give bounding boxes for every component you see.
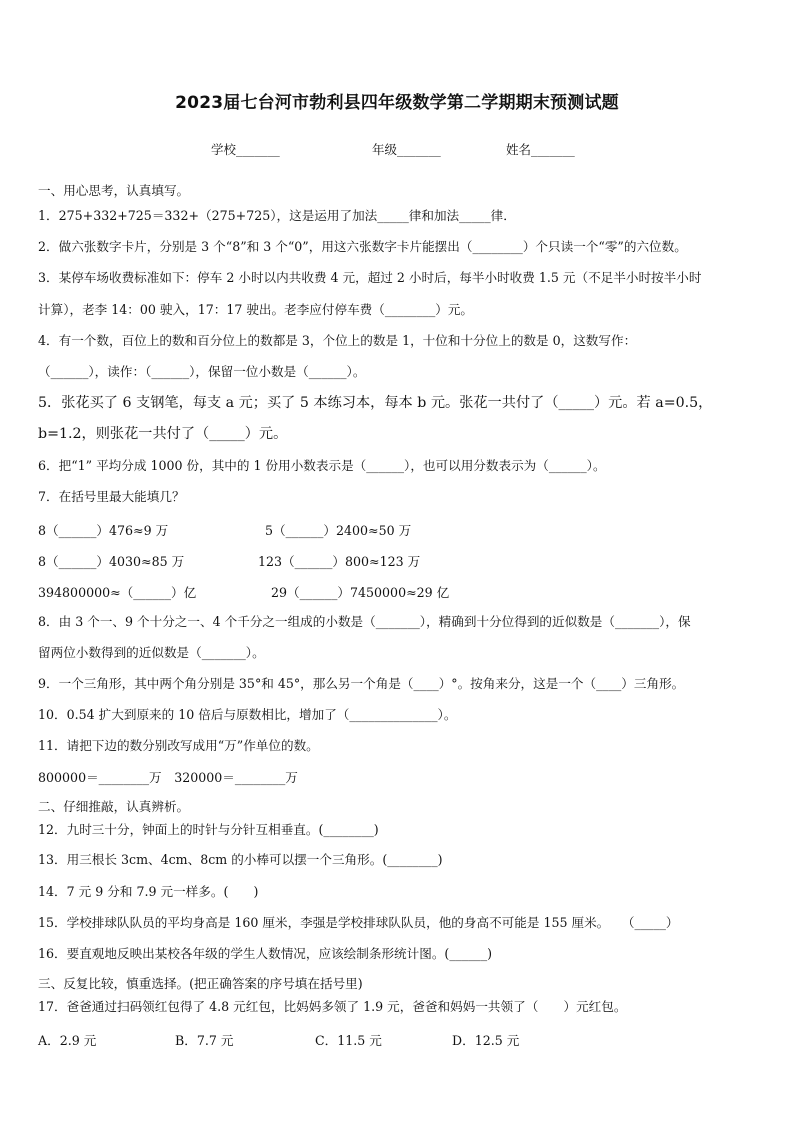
question-3-line-2: 计算），老李 14：00 驶入，17：17 驶出。老李应付停车费（________）元。: [38, 302, 474, 317]
question-6: 6．把“1” 平均分成 1000 份，其中的 1 份用小数表示是（______），也可以用分数表示为（______）。: [38, 458, 606, 473]
question-10: 10．0.54 扩大到原来的 10 倍后与原数相比，增加了（______________）。: [38, 707, 457, 722]
question-13: 13．用三根长 3cm、4cm、8cm 的小棒可以摆一个三角形。(________): [38, 852, 443, 867]
section-heading-2: 二、仔细推敲，认真辨析。: [38, 799, 190, 814]
question-11-answers: 800000＝________万 320000＝________万: [38, 770, 298, 785]
question-15: 15．学校排球队队员的平均身高是 160 厘米，李强是学校排球队队员，他的身高不可能是 155 厘米。 （_____）: [38, 915, 679, 930]
question-11: 11．请把下边的数分别改写成用“万”作单位的数。: [38, 738, 319, 753]
question-3-line-1: 3．某停车场收费标准如下：停车 2 小时以内共收费 4 元，超过 2 小时后，每半小时收费 1.5 元（不足半小时按半小时: [38, 270, 702, 285]
question-14: 14．7 元 9 分和 7.9 元一样多。( ): [38, 884, 259, 899]
question-7: 7．在括号里最大能填几？: [38, 489, 185, 504]
question-5-line-2: b=1.2，则张花一共付了（_____）元。: [38, 426, 288, 442]
question-8-line-1: 8．由 3 个一、9 个十分之一、4 个千分之一组成的小数是（_______），精确到十分位得到的近似数是（_______），保: [38, 614, 691, 629]
question-8-line-2: 留两位小数得到的近似数是（_______）。: [38, 645, 265, 660]
question-7-item-3: 8（______）4030≈85 万: [38, 554, 185, 569]
question-7-item-6: 29（______）7450000≈29 亿: [271, 585, 450, 600]
question-9: 9．一个三角形，其中两个角分别是 35°和 45°，那么另一个角是（____）°。按角来分，这是一个（____）三角形。: [38, 676, 685, 691]
question-1: 1．275+332+725＝332+（275+725），这是运用了加法_____律和加法_____律．: [38, 208, 516, 223]
option-d: D．12.5 元: [452, 1033, 520, 1048]
option-b: B．7.7 元: [175, 1033, 234, 1048]
page-title: 2023届七台河市勃利县四年级数学第二学期期末预测试题: [175, 93, 619, 113]
question-7-item-1: 8（______）476≈9 万: [38, 523, 169, 538]
question-5-line-1: 5．张花买了 6 支钢笔，每支 a 元；买了 5 本练习本，每本 b 元。张花一共付了（_____）元。若 a=0.5，: [38, 395, 713, 411]
question-7-item-4: 123（______）800≈123 万: [258, 554, 421, 569]
grade-field: 年级_______: [372, 142, 441, 157]
name-field: 姓名_______: [506, 142, 575, 157]
section-heading-1: 一、用心思考，认真填写。: [38, 183, 190, 198]
school-field: 学校_______: [211, 142, 280, 157]
question-12: 12．九时三十分，钟面上的时针与分针互相垂直。(________): [38, 822, 379, 837]
question-4-line-1: 4．有一个数，百位上的数和百分位上的数都是 3，个位上的数是 1，十位和十分位上的数是 0，这数写作：: [38, 333, 637, 348]
question-17: 17．爸爸通过扫码领红包得了 4.8 元红包，比妈妈多领了 1.9 元，爸爸和妈妈一共领了（ ）元红包。: [38, 999, 627, 1014]
question-4-line-2: （______），读作：（______），保留一位小数是（______）。: [38, 364, 366, 379]
section-heading-3: 三、反复比较，慎重选择。(把正确答案的序号填在括号里): [38, 976, 363, 991]
question-7-item-5: 394800000≈（______）亿: [38, 585, 197, 600]
option-c: C．11.5 元: [315, 1033, 382, 1048]
question-16: 16．要直观地反映出某校各年级的学生人数情况，应该绘制条形统计图。(______): [38, 946, 493, 961]
option-a: A．2.9 元: [38, 1033, 97, 1048]
question-7-item-2: 5（______）2400≈50 万: [265, 523, 412, 538]
question-2: 2．做六张数字卡片，分别是 3 个“8”和 3 个“0”，用这六张数字卡片能摆出（________）个只读一个“零”的六位数。: [38, 239, 687, 254]
